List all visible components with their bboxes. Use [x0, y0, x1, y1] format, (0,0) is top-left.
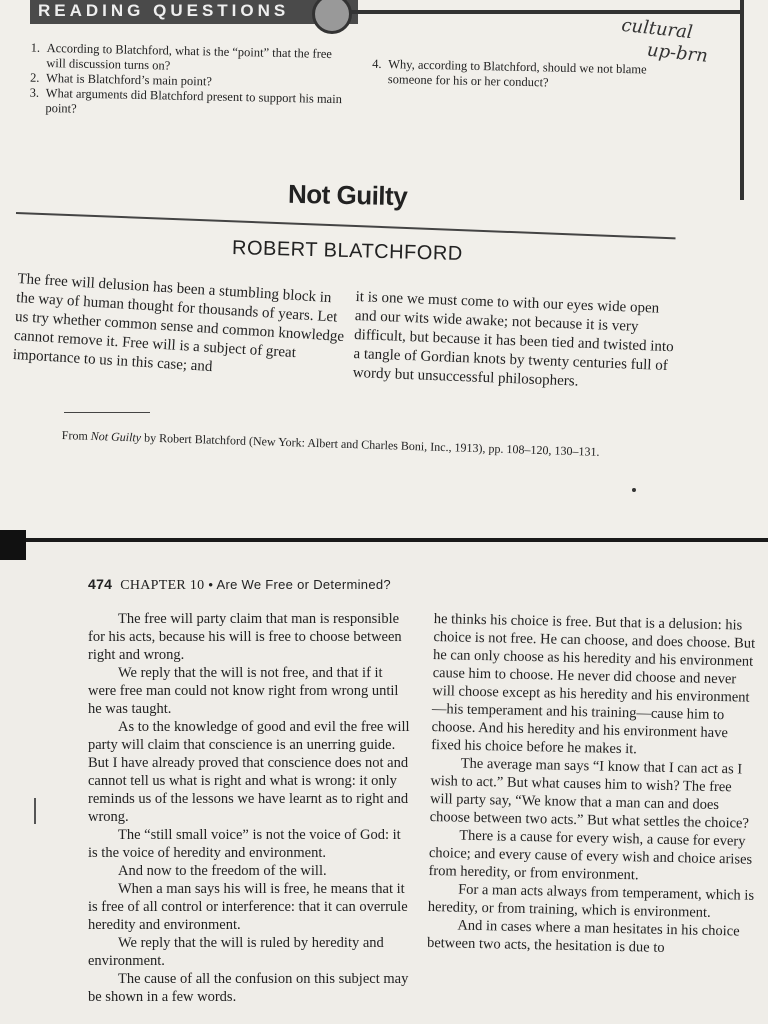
paragraph: The cause of all the confusion on this subject may be shown in a few words.	[88, 971, 409, 1005]
paragraph: We reply that the will is not free, and that if it were free man could not know right from wrong until he was taught.	[88, 665, 399, 717]
paragraph: We reply that the will is ruled by heredity and environment.	[88, 935, 384, 969]
paragraph: The free will party claim that man is responsible for his acts, because his will is free to choose between right and wrong.	[88, 611, 402, 663]
body-left-column	[88, 610, 412, 1006]
footnote-rule	[64, 412, 150, 413]
body-right-column	[427, 610, 760, 959]
page-number: 474	[88, 576, 113, 592]
section-title: Are We Free or Determined?	[216, 577, 391, 592]
paragraph: And now to the freedom of the will.	[118, 863, 327, 879]
paragraph: And in cases where a man hesitates in his choice between two acts, the hesitation is due to	[426, 917, 740, 956]
handwritten-note-line: cultural	[620, 14, 694, 44]
stray-mark	[632, 488, 636, 492]
paragraph: There is a cause for every wish, a cause for every choice; and every cause of every wish and choice arises from heredity, or from environment.	[428, 827, 753, 884]
question-text: According to Blatchford, what is the “point” that the free will discussion turns on?	[46, 40, 333, 73]
question-item	[29, 86, 350, 123]
margin-mark	[34, 798, 36, 824]
source-rest: by Robert Blatchford (New York: Albert and Charles Boni, Inc., 1913), pp. 108–120, 130–131.	[140, 430, 600, 459]
source-prefix: From	[61, 428, 92, 443]
question-item	[372, 57, 683, 93]
reading-questions-banner: READING QUESTIONS	[30, 0, 358, 24]
question-number: 1.	[30, 40, 41, 55]
paragraph: The “still small voice” is not the voice of God: it is the voice of heredity and environment.	[88, 827, 401, 861]
paragraph: As to the knowledge of good and evil the free will party will claim that conscience is an unerring guide. But I have already proved that conscience does not and cannot tell us what is right and what is wrong: it only reminds us of the lessons we have learnt as to right and wrong.	[88, 719, 410, 825]
title-rule	[16, 212, 676, 239]
essay-author: ROBERT BLATCHFORD	[231, 236, 464, 266]
questions-left	[29, 41, 351, 123]
intro-right-column: it is one we must come to with our eyes wide open and our wits wide awake; not because it is very difficult, but because it has been tied and twisted into a tangle of Gordian knots by twenty centuries full of wordy but unsuccessful philosophers.	[352, 288, 674, 390]
paragraph: The average man says “I know that I can act as I wish to act.” But what causes him to wish? The free will party say, “We know that a man can and does choose between two acts.” But what settles the choice?	[429, 755, 750, 832]
question-text: Why, according to Blatchford, should we not blame someone for his or her conduct?	[387, 57, 647, 90]
question-text: What arguments did Blatchford present to support his main point?	[45, 85, 343, 116]
question-number: 4.	[372, 56, 382, 71]
intro-left-column: The free will delusion has been a stumbling block in the way of human thought for thousands of years. Let us try whether common sense and common knowledge cannot remove it. Free will is a subject of great importance to us in this case; and	[12, 270, 345, 376]
question-text: What is Blatchford’s main point?	[45, 70, 213, 89]
chapter-label: CHAPTER 10	[120, 578, 205, 593]
source-citation	[62, 428, 622, 461]
essay-title: Not Guilty	[287, 178, 408, 212]
question-number: 2.	[29, 70, 40, 85]
handwritten-note-line: up-brn	[646, 39, 709, 67]
header-rule	[350, 10, 740, 14]
bullet: •	[208, 577, 214, 592]
running-head	[88, 576, 391, 594]
question-number: 3.	[29, 85, 40, 100]
questions-right	[372, 57, 683, 93]
paragraph: he thinks his choice is free. But that is a delusion: his choice is not free. He can choose, and does choose. But he can only choose as his heredity and his environment cause him to choose. He never did choose and never will choose except as his heredity and his environment—his temperament and his training—cause him to choose. And his heredity and his environment have fixed his choice before he makes it.	[431, 610, 756, 758]
binder-clip	[0, 530, 26, 560]
rosette-icon	[312, 0, 352, 34]
paragraph: When a man says his will is free, he means that it is free of all control or interference: that it can overrule heredity and environment.	[88, 881, 408, 933]
source-book-title: Not Guilty	[90, 428, 142, 445]
paragraph: For a man acts always from temperament, which is heredity, or from training, which is environment.	[427, 881, 755, 921]
